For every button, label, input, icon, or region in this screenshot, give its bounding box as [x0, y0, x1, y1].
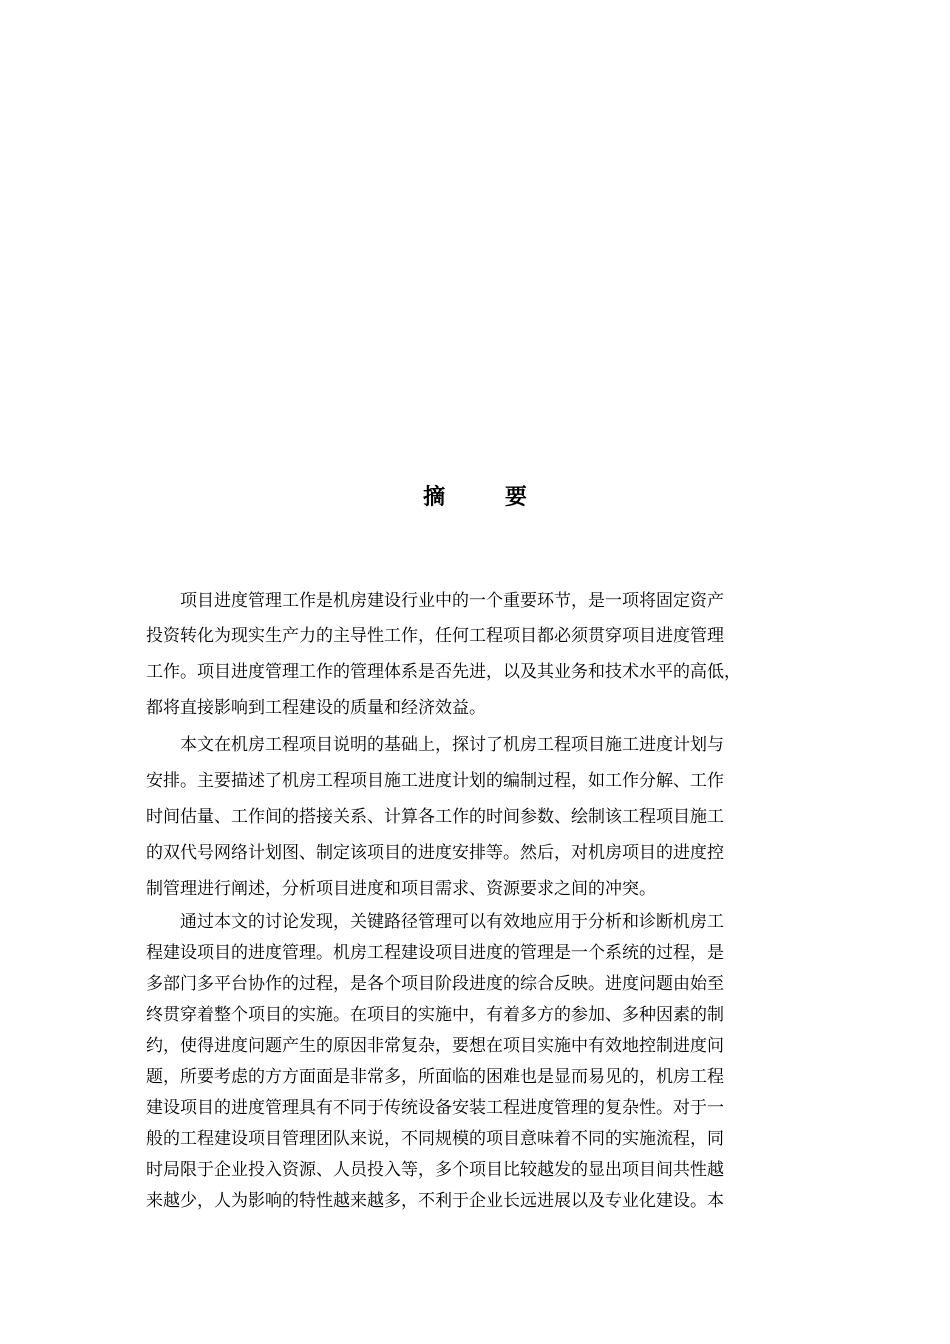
paragraph-1-line-4: 都将直接影响到工程建设的质量和经济效益。 — [146, 698, 486, 718]
paragraph-3-line-5: 约，使得进度问题产生的原因非常复杂，要想在项目实施中有效地控制进度问 — [146, 1036, 724, 1056]
paragraph-3-line-3: 多部门多平台协作的过程，是各个项目阶段进度的综合反映。进度问题由始至 — [146, 974, 724, 994]
paragraph-3-line-7: 建设项目的进度管理具有不同于传统设备安装工程进度管理的复杂性。对于一 — [146, 1098, 724, 1118]
paragraph-2-line-3: 时间估量、工作间的搭接关系、计算各工作的时间参数、绘制该工程项目施工 — [146, 807, 724, 827]
paragraph-2-line-4: 的双代号网络计划图、制定该项目的进度安排等。然后，对机房项目的进度控 — [146, 843, 724, 863]
paragraph-1-line-3: 工作。项目进度管理工作的管理体系是否先进，以及其业务和技术水平的高低， — [146, 662, 741, 682]
paragraph-3-line-1: 通过本文的讨论发现，关键路径管理可以有效地应用于分析和诊断机房工 — [180, 912, 724, 932]
paragraph-3-line-2: 程建设项目的进度管理。机房工程建设项目进度的管理是一个系统的过程，是 — [146, 943, 724, 963]
paragraph-3-line-8: 般的工程建设项目管理团队来说，不同规模的项目意味着不同的实施流程，同 — [146, 1129, 724, 1149]
paragraph-2-line-2: 安排。主要描述了机房工程项目施工进度计划的编制过程，如工作分解、工作 — [146, 771, 724, 791]
abstract-title: 摘 要 — [423, 484, 553, 510]
paragraph-2-line-5: 制管理进行阐述，分析项目进度和项目需求、资源要求之间的冲突。 — [146, 879, 656, 899]
paragraph-3-line-6: 题，所要考虑的方方面面是非常多，所面临的困难也是显而易见的，机房工程 — [146, 1067, 724, 1087]
paragraph-3-line-4: 终贯穿着整个项目的实施。在项目的实施中，有着多方的参加、多种因素的制 — [146, 1005, 724, 1025]
paragraph-3-line-10: 来越少，人为影响的特性越来越多，不利于企业长远进展以及专业化建设。本 — [146, 1191, 724, 1211]
paragraph-1-line-1: 项目进度管理工作是机房建设行业中的一个重要环节，是一项将固定资产 — [180, 591, 724, 611]
paragraph-3-line-9: 时局限于企业投入资源、人员投入等，多个项目比较越发的显出项目间共性越 — [146, 1160, 724, 1180]
paragraph-1-line-2: 投资转化为现实生产力的主导性工作，任何工程项目都必须贯穿项目进度管理 — [146, 626, 724, 646]
paragraph-2-line-1: 本文在机房工程项目说明的基础上，探讨了机房工程项目施工进度计划与 — [180, 735, 724, 755]
